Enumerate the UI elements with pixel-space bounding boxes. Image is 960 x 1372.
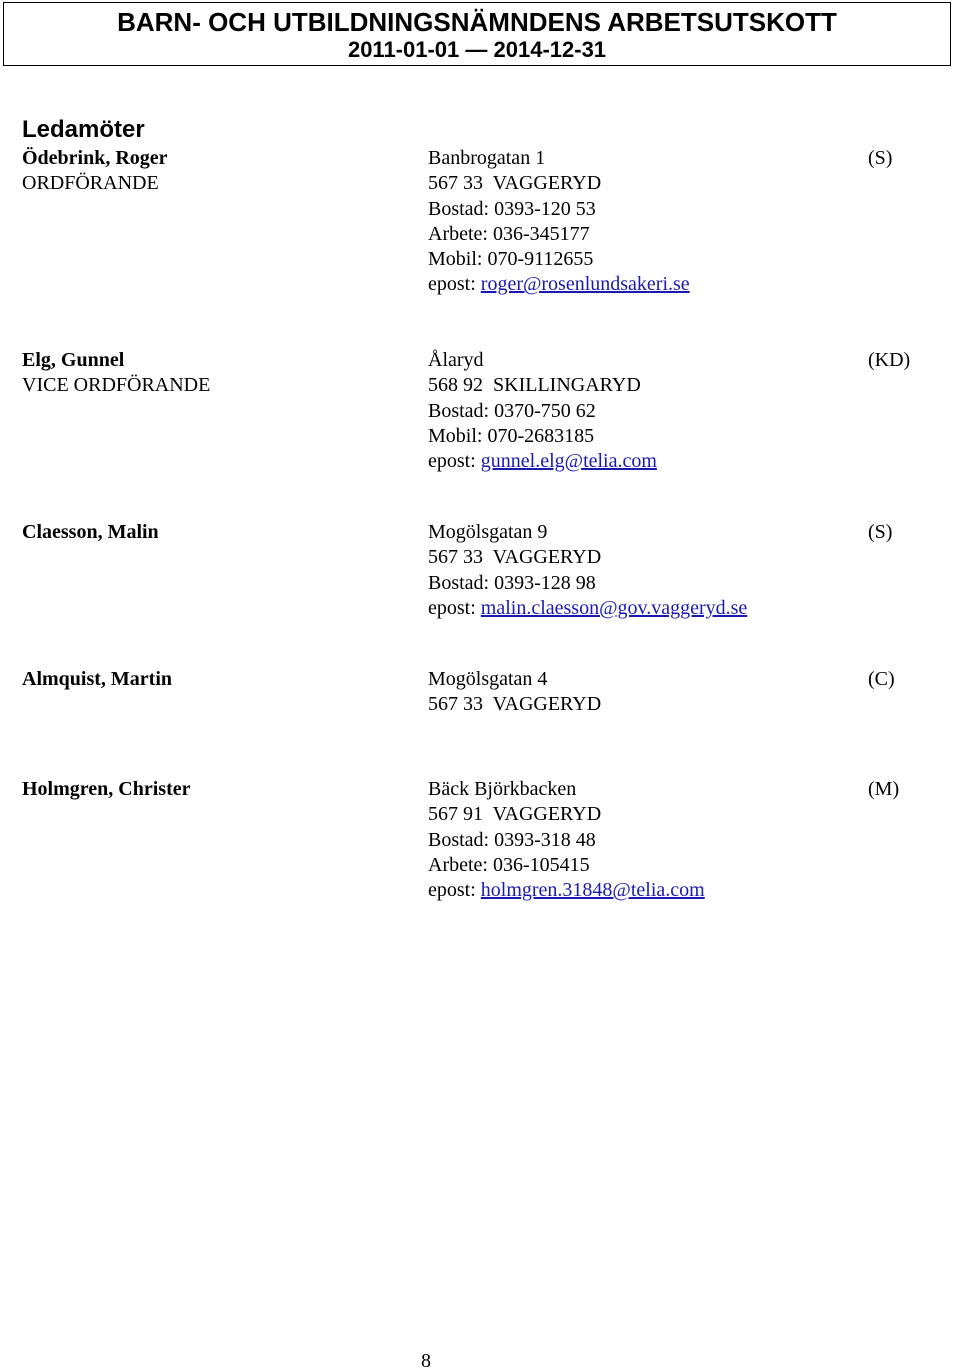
member-phone-home: Bostad: 0370-750 62 [428,399,596,422]
email-link[interactable]: gunnel.elg@telia.com [480,450,657,473]
member-party: (KD) [868,349,911,371]
member-party: (S) [868,147,893,169]
member-phone-home: Bostad: 0393-128 98 [428,571,596,594]
member-address: Bäck Björkbacken [428,778,577,800]
member-party: (S) [868,521,893,543]
member-phone-work: Arbete: 036-345177 [428,222,590,245]
member-email-row [428,596,747,621]
member-phone-mobile: Mobil: 070-9112655 [428,248,594,271]
member-role: VICE ORDFÖRANDE [22,374,211,397]
member-postal: 567 33 VAGGERYD [428,172,602,195]
member-contact [428,348,657,474]
member-party: (M) [868,778,900,800]
member-contact [428,146,690,298]
member-phone-work: Arbete: 036-105415 [428,853,590,876]
email-link[interactable]: malin.claesson@gov.vaggeryd.se [480,596,748,619]
member-address: Mogölsgatan 9 [428,521,548,543]
member-address: Banbrogatan 1 [428,147,546,169]
member-role: ORDFÖRANDE [22,172,159,195]
member-phone-mobile: Mobil: 070-2683185 [428,424,595,447]
page-number: 8 [421,1350,431,1372]
member-address: Ålaryd [428,349,484,371]
member-name: Elg, Gunnel [22,349,125,371]
document-header [3,2,951,66]
member-address: Mogölsgatan 4 [428,668,548,690]
email-label: epost: [428,879,481,902]
member-postal: 567 33 VAGGERYD [428,546,602,569]
member-name: Ödebrink, Roger [22,147,168,169]
email-label: epost: [428,273,481,296]
email-link[interactable]: roger@rosenlundsakeri.se [480,273,690,296]
email-label: epost: [428,596,481,619]
member-party: (C) [868,668,895,690]
member-postal: 567 91 VAGGERYD [428,803,602,826]
section-heading: Ledamöter [22,116,145,143]
member-name: Claesson, Malin [22,521,159,543]
member-phone-home: Bostad: 0393-318 48 [428,828,596,851]
member-name: Almquist, Martin [22,668,172,690]
email-link[interactable]: holmgren.31848@telia.com [480,879,705,902]
member-contact [428,520,747,621]
email-label: epost: [428,450,481,473]
document-title: BARN- OCH UTBILDNINGSNÄMNDENS ARBETSUTSKOTT [117,7,837,37]
member-phone-home: Bostad: 0393-120 53 [428,197,596,220]
member-postal: 567 33 VAGGERYD [428,693,602,716]
member-email-row [428,449,657,474]
member-name: Holmgren, Christer [22,778,191,800]
member-contact [428,667,601,718]
member-email-row [428,272,690,297]
member-postal: 568 92 SKILLINGARYD [428,374,641,397]
member-email-row [428,878,705,903]
member-contact [428,777,705,903]
term-period: 2011-01-01 — 2014-12-31 [347,37,607,62]
